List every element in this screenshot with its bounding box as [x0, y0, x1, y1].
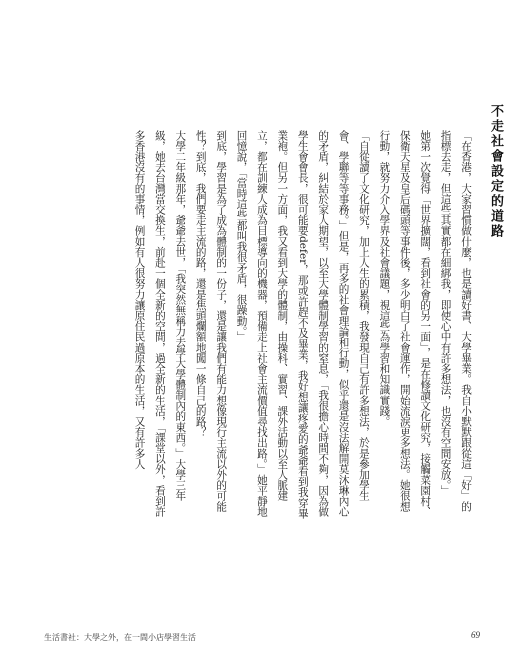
- paragraph-3: 「自從讀了文化研究，加上人生的累積，我發現自己有許多想法，於是參加學生會、學聯等等事務。」但是，再多的社會理論和行動，似乎還是沒法解開莫沐琳內心的矛盾，糾結於家人期望，以至大學體制學習的窒息，「我很擔心時間不夠，因為做學生會會長，很可能要defer，那或許趕不及畢業，我好想讓疼愛的爺爺看到我穿畢業袍。但另一方面，我又看到大學的體制，由操科、實習、課外活動以至人脈建立，都在訓練人成為目標導向的機器，預備走上社會主流價值尋找出路。」她平靜地回憶說，「當時這些都叫我很矛盾，很躁動。」: [235, 130, 370, 519]
- body-text: [46, 130, 476, 522]
- page-number: 69: [471, 630, 480, 640]
- paragraph-5: 大學二年級那年，爺爺去世，「我突然無稱力去學大學體制內的東西。」大學三年級，她去台灣當交換生，前赴一個全新的空間，過全新的生活，「課堂以外，看到許多香港沒有的事情，例如有人很努力讓原住民過原本的生活，又有許多人: [133, 130, 187, 517]
- section-heading: 不走社會設定的道路: [488, 104, 503, 239]
- paragraph-2: 她第一次覺得「世界擴闊，看到社會的另一面」，是在修讀文化研究，接觸菜園村、保衛天星及皇后碼頭等事件後，多少明白了社會運作，開始流淚更多想法。她很想行動，就努力介入學界及社會議題，視這些為學習和知識實踐。: [378, 130, 432, 517]
- paragraph-4: 到底，學習是為了成為體制的一份子，還是讓我們有能力想像現行主流以外的可能性？到底，我們要走主流的路，還是焦頭爛額地闖一條自己的路？: [194, 130, 228, 512]
- running-footer: 生活書社：大學之外，在一間小店學習生活: [44, 633, 196, 642]
- paragraph-1: 「在香港，大家習慣做什麼，也是讀好書、大學畢業。我自小默默跟從這「好」的指標去走，但這些其實都在細綁我，即使心中有許多想法，也沒有空間安放。」: [439, 130, 472, 512]
